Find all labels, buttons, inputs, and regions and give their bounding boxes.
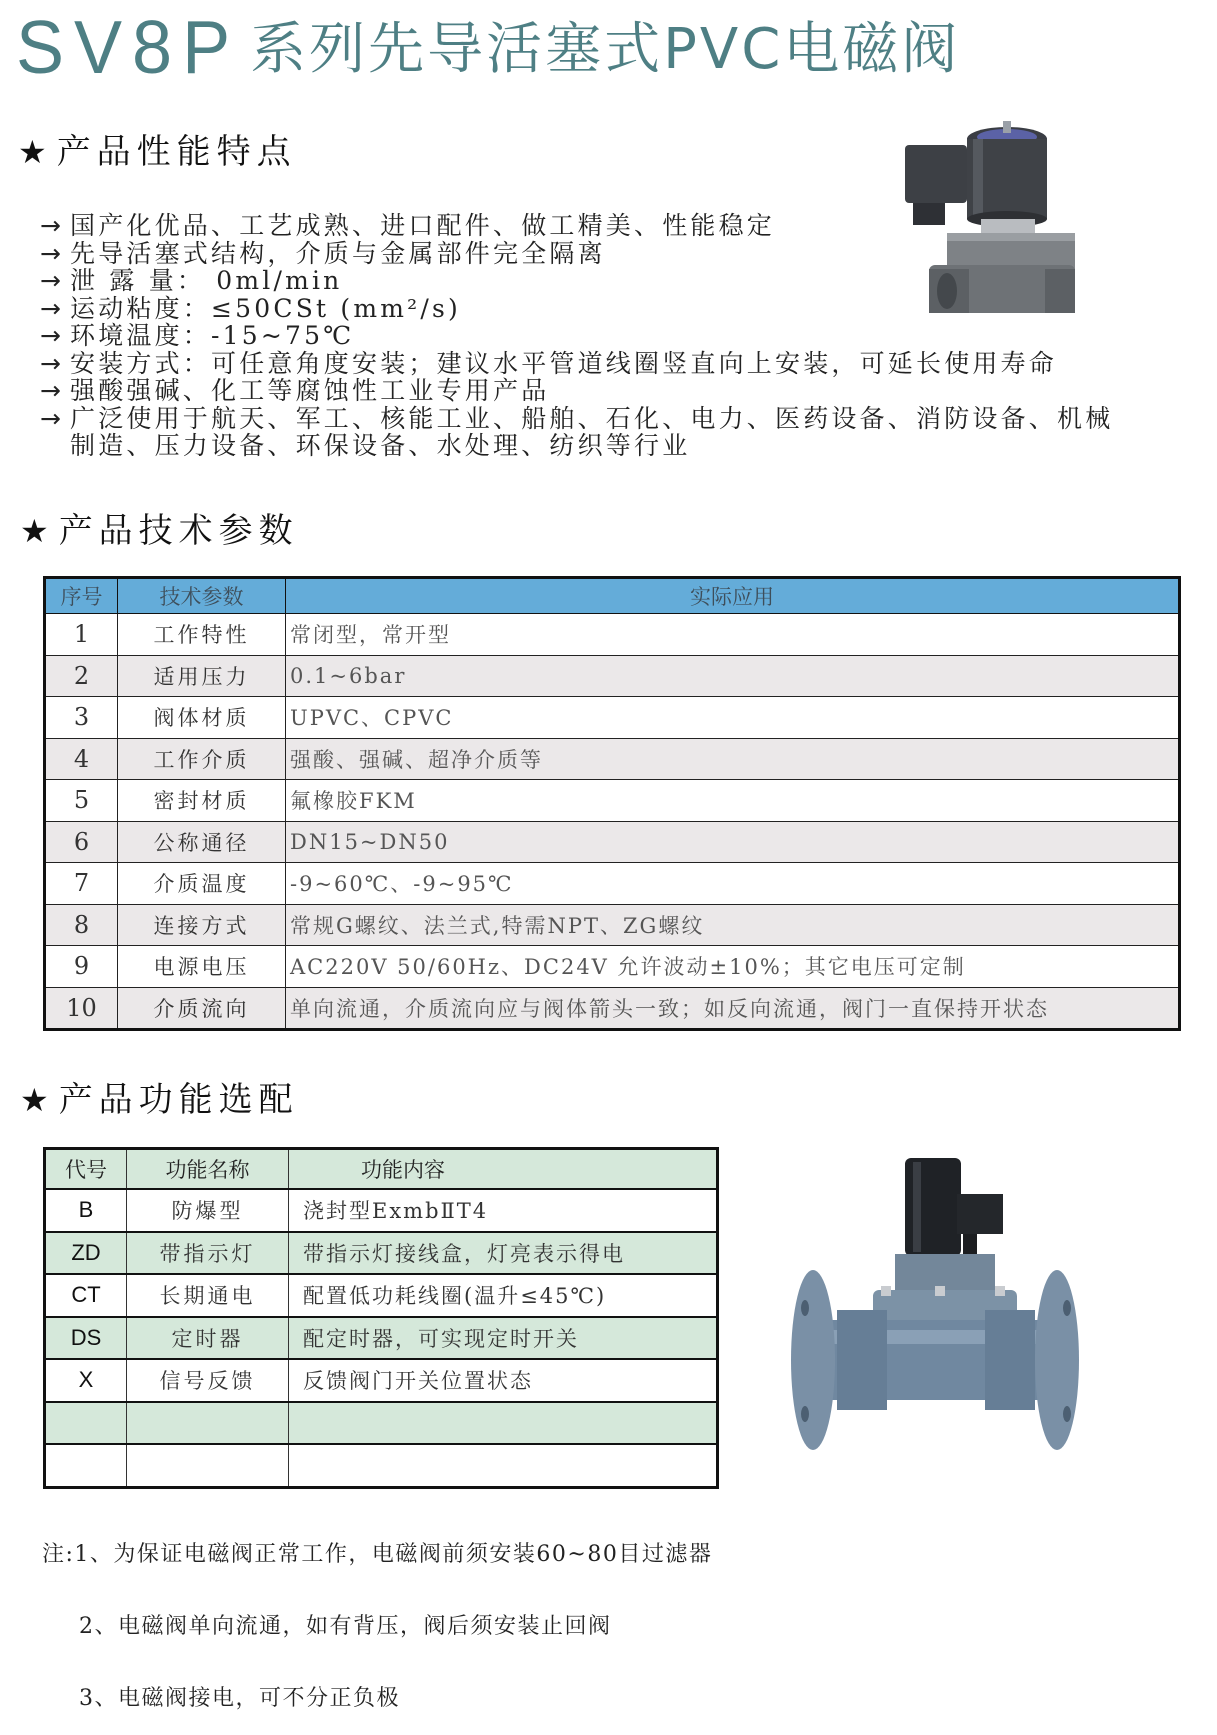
table-row-empty bbox=[45, 1402, 718, 1445]
star-icon: ★ bbox=[20, 1081, 55, 1119]
section-heading-features bbox=[18, 124, 297, 173]
table-row: X 信号反馈 反馈阀门开关位置状态 bbox=[45, 1359, 718, 1402]
note-line-2: 2、电磁阀单向流通，如有背压，阀后须安装止回阀 bbox=[79, 1614, 612, 1639]
title-model: SV8P bbox=[16, 6, 241, 90]
table-row: CT 长期通电 配置低功耗线圈(温升≤45℃) bbox=[45, 1274, 718, 1317]
table-row: 3 阀体材质 UPVC、CPVC bbox=[45, 697, 1180, 739]
tech-params-table bbox=[43, 576, 1181, 1031]
table-header-row bbox=[45, 578, 1180, 614]
table-row: 6 公称通径 DN15~DN50 bbox=[45, 821, 1180, 863]
feature-item: → 先导活塞式结构，介质与金属部件完全隔离 bbox=[40, 238, 606, 268]
section-heading-text: 产品技术参数 bbox=[58, 511, 299, 551]
function-options-table bbox=[43, 1147, 719, 1489]
note-line-1: 注:1、为保证电磁阀正常工作，电磁阀前须安装60~80目过滤器 bbox=[42, 1542, 713, 1567]
table-row: 1 工作特性 常闭型，常开型 bbox=[45, 614, 1180, 656]
page-title bbox=[16, 8, 960, 88]
table-row: 10 介质流向 单向流通，介质流向应与阀体箭头一致；如反向流通，阀门一直保持开状态 bbox=[45, 987, 1180, 1030]
table-row: DS 定时器 配定时器，可实现定时开关 bbox=[45, 1317, 718, 1360]
arrow-right-icon: → bbox=[40, 376, 61, 405]
arrow-right-icon: → bbox=[40, 293, 61, 323]
table-row: 7 介质温度 -9~60℃、-9~95℃ bbox=[45, 863, 1180, 905]
arrow-right-icon: → bbox=[40, 321, 61, 350]
header-no: 序号 bbox=[45, 578, 118, 614]
header-param: 技术参数 bbox=[118, 578, 286, 614]
arrow-right-icon: → bbox=[40, 211, 61, 240]
header-application: 实际应用 bbox=[286, 578, 1180, 614]
arrow-right-icon: → bbox=[40, 238, 61, 268]
header-function-content: 功能内容 bbox=[289, 1149, 718, 1190]
feature-item: → 强酸强碱、化工等腐蚀性工业专用产品 bbox=[40, 376, 550, 405]
feature-list bbox=[40, 212, 1210, 460]
product-image-flanged-valve bbox=[785, 1158, 1085, 1468]
table-header-row bbox=[45, 1149, 718, 1190]
table-row: B 防爆型 浇封型ExmbⅡT4 bbox=[45, 1189, 718, 1232]
section-heading-tech-params bbox=[20, 503, 299, 552]
table-row: 9 电源电压 AC220V 50/60Hz、DC24V 允许波动±10%；其它电压可定制 bbox=[45, 946, 1180, 988]
table-row: ZD 带指示灯 带指示灯接线盒，灯亮表示得电 bbox=[45, 1232, 718, 1275]
header-function-name: 功能名称 bbox=[127, 1149, 289, 1190]
arrow-right-icon: → bbox=[40, 403, 61, 433]
table-row: 2 适用压力 0.1~6bar bbox=[45, 655, 1180, 697]
feature-item: → 安装方式：可任意角度安装；建议水平管道线圈竖直向上安装，可延长使用寿命 bbox=[40, 348, 1058, 378]
section-heading-text: 产品性能特点 bbox=[56, 132, 297, 172]
table-row: 4 工作介质 强酸、强碱、超净介质等 bbox=[45, 738, 1180, 780]
arrow-right-icon: → bbox=[40, 266, 61, 295]
notes bbox=[42, 1495, 712, 1735]
table-row-empty bbox=[45, 1444, 718, 1487]
section-heading-functions bbox=[20, 1072, 299, 1121]
star-icon: ★ bbox=[20, 512, 55, 550]
note-line-3: 3、电磁阀接电，可不分正负极 bbox=[79, 1686, 400, 1711]
feature-item: → 环境温度：-15~75℃ bbox=[40, 321, 355, 350]
header-code: 代号 bbox=[45, 1149, 127, 1190]
feature-item-continuation: 制造、压力设备、环保设备、水处理、纺织等行业 bbox=[70, 431, 691, 460]
table-row: 5 密封材质 氟橡胶FKM bbox=[45, 780, 1180, 822]
section-heading-text: 产品功能选配 bbox=[58, 1080, 299, 1120]
title-product-name: 系列先导活塞式PVC电磁阀 bbox=[250, 17, 961, 82]
feature-item: → 广泛使用于航天、军工、核能工业、船舶、石化、电力、医药设备、消防设备、机械 制造、压力设备、环保设备、水处理、纺织等行业 bbox=[40, 405, 1210, 460]
star-icon: ★ bbox=[18, 133, 53, 171]
feature-item: → 泄 露 量： 0ml/min bbox=[40, 266, 343, 295]
arrow-right-icon: → bbox=[40, 348, 61, 378]
table-row: 8 连接方式 常规G螺纹、法兰式,特需NPT、ZG螺纹 bbox=[45, 904, 1180, 946]
feature-item: → 运动粘度：≤50CSt (mm²/s) bbox=[40, 293, 462, 323]
feature-item: → 国产化优品、工艺成熟、进口配件、做工精美、性能稳定 bbox=[40, 211, 776, 240]
